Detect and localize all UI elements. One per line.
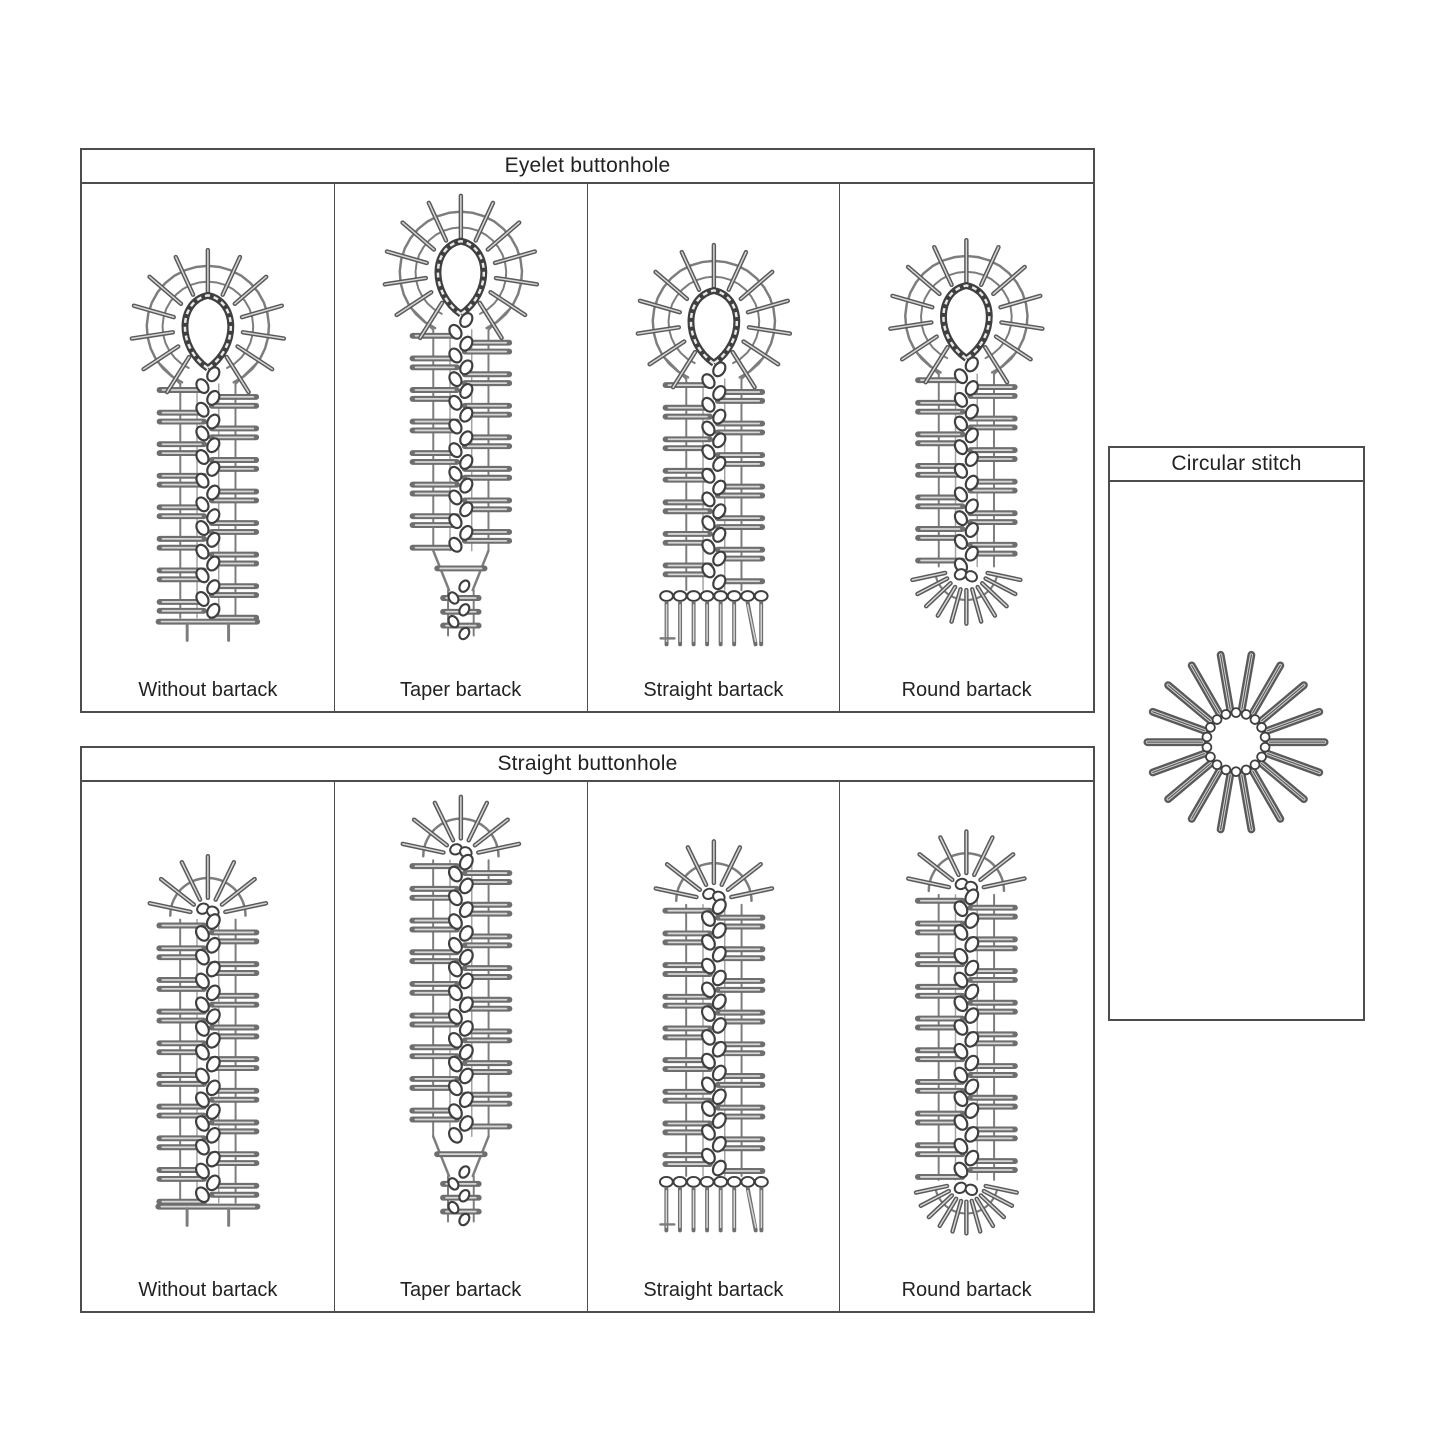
straight-buttonhole-table (80, 746, 1095, 1313)
eyelet-buttonhole-title: Eyelet buttonhole (82, 150, 1093, 184)
cell-label: Round bartack (901, 1279, 1032, 1301)
straight-buttonhole-body (82, 782, 1093, 1311)
eyelet-buttonhole-table (80, 148, 1095, 713)
straight-without-bartack-illustration (82, 782, 334, 1267)
eyelet-straight-bartack-illustration (588, 184, 840, 667)
cell-straight-taper-bartack (335, 782, 588, 1311)
cell-straight-round-bartack (840, 782, 1093, 1311)
cell-eyelet-without-bartack (82, 184, 335, 711)
cell-eyelet-taper-bartack (335, 184, 588, 711)
straight-taper-bartack-illustration (335, 782, 587, 1267)
cell-straight-without-bartack (82, 782, 335, 1311)
cell-label: Without bartack (138, 679, 278, 701)
straight-straight-bartack-illustration (588, 782, 840, 1267)
circular-stitch-illustration (1110, 482, 1363, 1019)
straight-round-bartack-illustration (840, 782, 1093, 1267)
cell-label: Without bartack (138, 1279, 278, 1301)
cell-straight-straight-bartack (588, 782, 841, 1311)
eyelet-buttonhole-body (82, 184, 1093, 711)
cell-label: Straight bartack (643, 1279, 784, 1301)
cell-label: Round bartack (901, 679, 1032, 701)
circular-stitch-body (1110, 482, 1363, 1019)
eyelet-taper-bartack-illustration (335, 184, 587, 667)
eyelet-without-bartack-illustration (82, 184, 334, 667)
cell-eyelet-straight-bartack (588, 184, 841, 711)
cell-eyelet-round-bartack (840, 184, 1093, 711)
cell-label: Taper bartack (400, 1279, 522, 1301)
circular-stitch-title: Circular stitch (1110, 448, 1363, 482)
eyelet-round-bartack-illustration (840, 184, 1093, 667)
straight-buttonhole-title: Straight buttonhole (82, 748, 1093, 782)
cell-label: Straight bartack (643, 679, 784, 701)
cell-label: Taper bartack (400, 679, 522, 701)
circular-stitch-panel (1108, 446, 1365, 1021)
